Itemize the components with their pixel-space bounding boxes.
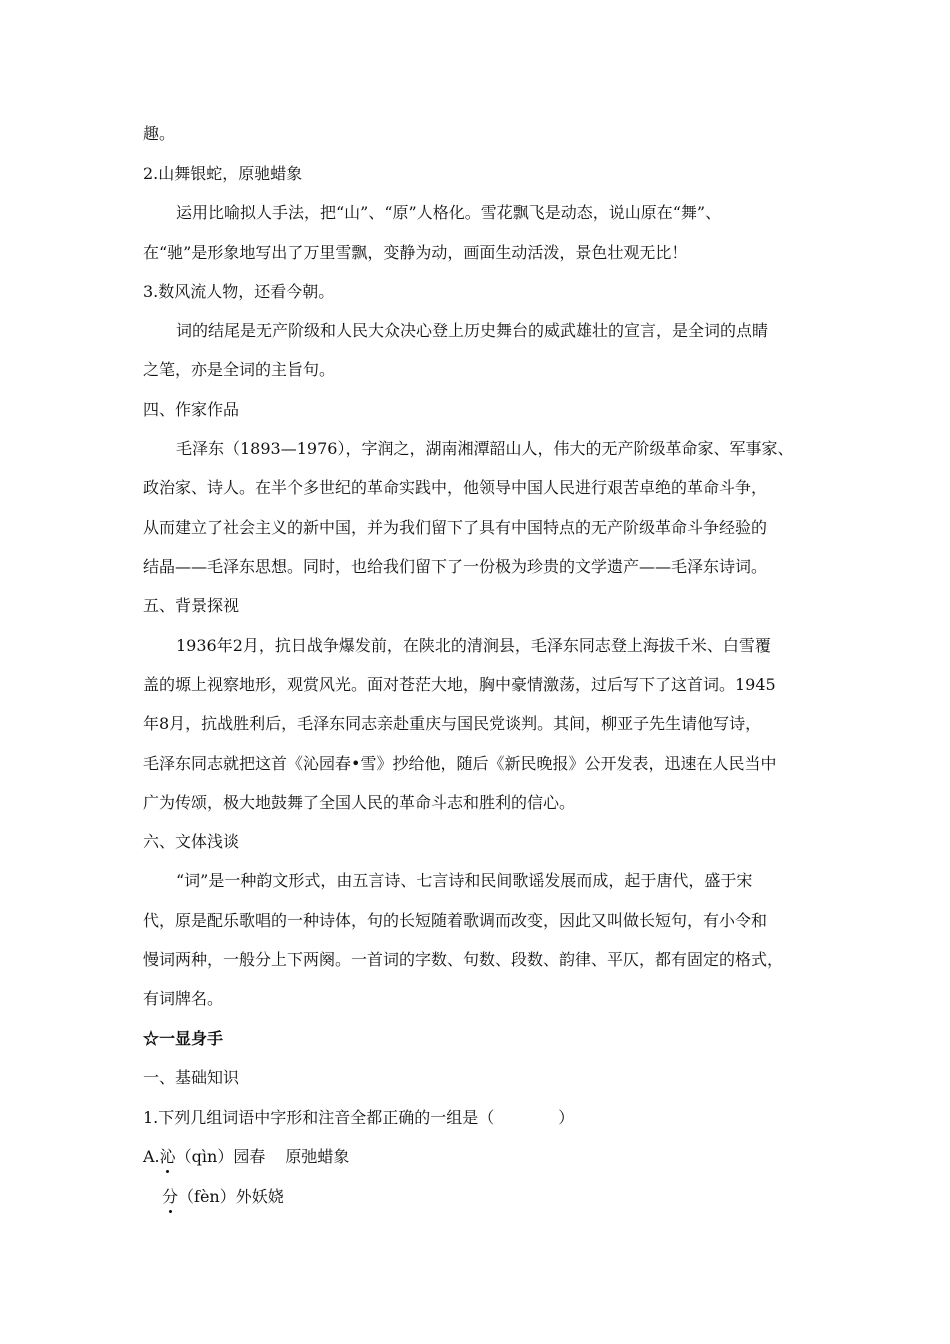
- paragraph-line: 结晶——毛泽东思想。同时，也给我们留下了一份极为珍贵的文学遗产——毛泽东诗词。: [143, 557, 768, 576]
- section-heading: 五、背景探视: [143, 596, 240, 615]
- pinyin-text: （fèn）外妖娆: [178, 1187, 284, 1206]
- emphasized-char: 沁: [159, 1147, 176, 1166]
- paragraph-line: “词”是一种韵文形式，由五言诗、七言诗和民间歌谣发展而成，起于唐代，盛于宋: [176, 871, 753, 890]
- item-heading: 2.山舞银蛇，原驰蜡象: [143, 164, 303, 183]
- paragraph-line: 广为传颂，极大地鼓舞了全国人民的革命斗志和胜利的信心。: [143, 793, 576, 812]
- item-heading: 3.数风流人物，还看今朝。: [143, 282, 335, 301]
- paragraph-line: 毛泽东同志就把这首《沁园春•雪》抄给他，随后《新民晚报》公开发表，迅速在人民当中: [143, 754, 777, 773]
- paragraph-line: 1936年2月，抗日战争爆发前，在陕北的清涧县，毛泽东同志登上海拔千米、白雪覆: [176, 636, 771, 655]
- paragraph-line: 词的结尾是无产阶级和人民大众决心登上历史舞台的威武雄壮的宣言，是全词的点睛: [176, 321, 769, 340]
- section-heading: 一、基础知识: [143, 1068, 240, 1087]
- exercise-heading: ☆一显身手: [143, 1029, 224, 1048]
- option-word: 原弛蜡象: [285, 1147, 350, 1166]
- paragraph-line: 年8月，抗战胜利后，毛泽东同志亲赴重庆与国民党谈判。其间，柳亚子先生请他写诗，: [143, 714, 762, 733]
- paragraph-line: 代，原是配乐歌唱的一种诗体，句的长短随着歌调而改变，因此又叫做长短句，有小令和: [143, 911, 768, 930]
- paragraph-line: 在“驰”是形象地写出了万里雪飘，变静为动，画面生动活泼，景色壮观无比！: [143, 243, 688, 262]
- paragraph-line: 有词牌名。: [143, 989, 224, 1008]
- section-heading: 六、文体浅谈: [143, 832, 240, 851]
- paragraph-line: 从而建立了社会主义的新中国，并为我们留下了具有中国特点的无产阶级革命斗争经验的: [143, 518, 768, 537]
- paragraph-line: 盖的塬上视察地形，观赏风光。面对苍茫大地，胸中豪情激荡，过后写下了这首词。1945: [143, 675, 776, 694]
- option-a: [143, 1147, 349, 1167]
- question-text: 1.下列几组词语中字形和注音全都正确的一组是（ ）: [143, 1108, 575, 1127]
- paragraph-line: 之笔，亦是全词的主旨句。: [143, 360, 336, 379]
- option-a-continued: [162, 1187, 284, 1207]
- pinyin-text: （qìn）园春: [175, 1147, 266, 1166]
- emphasized-char: 分: [162, 1187, 179, 1206]
- text-line: 趣。: [143, 124, 176, 143]
- paragraph-line: 政治家、诗人。在半个多世纪的革命实践中，他领导中国人民进行艰苦卓绝的革命斗争，: [143, 478, 768, 497]
- paragraph-line: 毛泽东（1893—1976），字润之，湖南湘潭韶山人，伟大的无产阶级革命家、军事家、: [176, 439, 794, 458]
- paragraph-line: 运用比喻拟人手法，把“山”、“原”人格化。雪花飘飞是动态，说山原在“舞”、: [176, 203, 722, 222]
- section-heading: 四、作家作品: [143, 400, 240, 419]
- option-label: A.: [143, 1147, 160, 1166]
- paragraph-line: 慢词两种，一般分上下两阕。一首词的字数、句数、段数、韵律、平仄，都有固定的格式，: [143, 950, 784, 969]
